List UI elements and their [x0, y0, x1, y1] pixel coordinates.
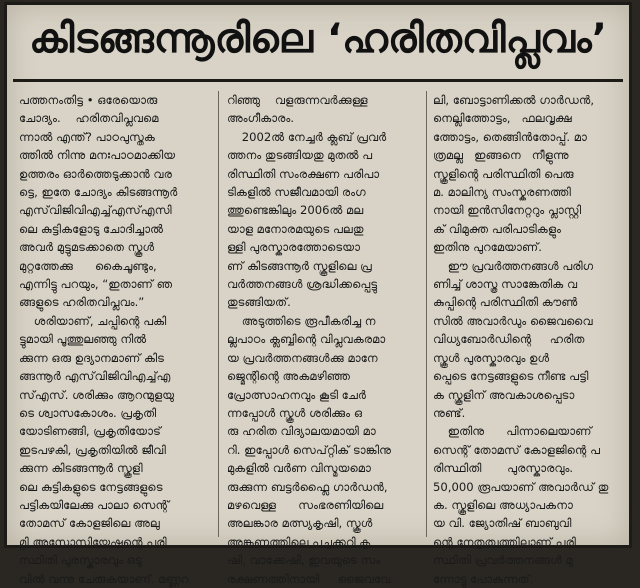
article-line: പട്ടികയിലേക്കു പാലാ സെന്റ്: [19, 497, 170, 512]
article-line: സ്കൂൾ പുരസ്കാരവും ഉൾ: [433, 350, 550, 365]
article-line: ക് വിമുക്ത പരിപാടികളും: [433, 221, 561, 236]
article-line: വിൽ വന്നു ചേരുകയാണ്. മണ്ണറ: [19, 571, 189, 586]
article-column-2: [227, 91, 421, 588]
article-line: അടുത്തിടെ രൂപീകരിച്ച ന: [227, 313, 376, 328]
article-line: യോടിണങ്ങി, പ്രകൃതിയോട്: [19, 424, 161, 439]
article-line: ന്നോട്ടു പോകുന്നത്.: [433, 571, 534, 586]
article-line: ടെ ശ്വാസകോശം. പ്രകൃതി: [19, 405, 157, 420]
article-line: ങ്ങളുടെ ഹരിതവിപ്ലവം.”: [19, 295, 145, 310]
article-line: ള്ളി പുരസ്കാരത്തോടെയാ: [227, 240, 360, 255]
article-line: ലെ കുട്ടികളുടെ നേട്ടങ്ങളുടെ: [19, 479, 163, 494]
headline-rule: [13, 79, 623, 82]
article-line: മുകളിൽ വർണ വിസ്മയമൊ: [227, 461, 371, 476]
article-line: പത്തനംതിട്ട • ഒരേയൊരു: [19, 93, 158, 107]
article-line: മുറ്റത്തേക്കു കൈചൂണ്ടും,: [19, 258, 157, 273]
article-line: പ്പെടെ നേട്ടങ്ങളുടെ നീണ്ട പട്ടി: [433, 369, 589, 384]
article-line: ഈ പ്രവർത്തനങ്ങൾ പരിഗ: [433, 258, 594, 273]
article-column-1: [19, 91, 211, 588]
article-line: ത്തുണ്ടെങ്കിലും 2006ൽ മല: [227, 203, 364, 218]
article-line: വിധ്യബോർഡിന്റെ ഹരിത: [433, 332, 585, 347]
article-line: ക. സ്കൂളിലെ അധ്യാപകനാ: [433, 497, 573, 512]
article-line: സ്എസ്. ശരിക്കും ആറന്മുളയു: [19, 387, 175, 402]
article-line: ത്തോട്ടം, തെങ്ങിൻതോപ്പ്. മാ: [433, 129, 587, 144]
article-line: ക്കുന്ന കിടങ്ങന്നൂർ സ്കൂളി: [19, 461, 143, 476]
article-line: രക്ഷണത്തിനായി ജൈവവേ: [227, 571, 391, 586]
article-line: സെന്റ് തോമസ് കോളജിന്റെ പ: [433, 442, 601, 457]
article-line: ത്തിൽ നിന്നു മനഃപാഠമാക്കിയ: [19, 148, 176, 163]
article-line: ഇതിനു പിന്നാലെയാണ്: [433, 424, 592, 439]
article-line: ലെ കുട്ടികളോടു ചോദിച്ചാൽ: [19, 221, 164, 236]
article-line: നായി ഇൻസിനേറ്ററും പ്ലാസ്റ്റി: [433, 203, 582, 218]
article-line: യ വി. ജ്യോതിഷ് ബാബുവി: [433, 516, 572, 531]
article-line: ഇതിനു പുറമേയാണ്.: [433, 240, 542, 255]
article-line: ഉത്തരം ഓർത്തെടുക്കാൻ വര: [19, 166, 172, 181]
column-divider: [218, 91, 219, 537]
article-line: ഇടപഴകി, പ്രകൃതിയിൽ ജീവി: [19, 442, 166, 457]
article-line: മഴവെള്ള സംഭരണിയിലെ: [227, 497, 384, 512]
article-line: ന്റെ നേതൃത്വത്തിലാണ് പരി: [433, 534, 576, 549]
article-line: റിഞ്ഞു വളരുന്നവർക്കുള്ള: [227, 93, 368, 107]
article-line: ടികളിൽ സജീവമായി രംഗ: [227, 185, 366, 200]
article-column-3: [433, 91, 625, 588]
column-divider: [426, 91, 427, 537]
headline: കിടങ്ങന്നൂരിലെ ‘ഹരിതവിപ്ലവം’: [29, 16, 607, 62]
article-line: നുണ്ട്.: [433, 405, 466, 420]
article-line: തോമസ് കോളജിലെ അലു: [19, 516, 160, 531]
article-line: ക്കുന്ന ഒരു ഉദ്യാനമാണ് കിട: [19, 350, 164, 365]
article-line: അങ്കണത്തിലെ പച്ചക്കറി കൃ: [227, 534, 371, 549]
article-line: 50,000 രൂപയാണ് അവാർഡ് തു: [433, 479, 609, 494]
article-line: യ പ്രവർത്തനങ്ങൾക്കു മാനേ: [227, 350, 378, 365]
article-line: ത്തനം തുടങ്ങിയതു മുതൽ പ: [227, 148, 373, 163]
newspaper-clipping: [4, 2, 632, 586]
article-line: ങ്ങന്നൂർ എസ്‌വിജിവിഎച്ച്എ: [19, 369, 171, 384]
article-line: മ്നി അസോസിയേഷന്റെ പരി: [19, 534, 167, 549]
article-line: എസ്‌വിജിവിഎച്ച്എസ്എസി: [19, 203, 172, 218]
article-line: ണ് കിടങ്ങന്നൂർ സ്കൂളിലെ പ്ര: [227, 258, 372, 273]
article-line: തുടങ്ങിയത്.: [227, 295, 291, 310]
article-line: ലി, ബോട്ടാണിക്കൽ ഗാർഡൻ,: [433, 93, 595, 107]
article-line: ട്ടുമായി പൂത്തുലഞ്ഞു നിൽ: [19, 332, 147, 347]
article-line: എന്നിട്ടു പറയും, “ഇതാണ് ഞ: [19, 277, 173, 292]
article-line: ല്ലപാഠം ക്ലബ്ബിന്റെ വിപ്ലവകരമാ: [227, 332, 386, 347]
article-line: സ്ഥിതി പുരസ്കാരവും ഒടു: [19, 553, 142, 568]
article-line: സ്കൂളിന്റെ പരിസ്ഥിതി പെരു: [433, 166, 574, 181]
article-line: ന്നപ്പോൾ സ്കൂൾ ശരിക്കും ഒ: [227, 405, 363, 420]
article-line: ന്നാൽ എന്ത്? പാഠപുസ്തക: [19, 129, 155, 144]
article-line: രു ഹരിത വിദ്യാലയമായി മാ: [227, 424, 376, 439]
article-line: അംഗീകാരം.: [227, 111, 294, 126]
article-line: മ. മാലിന്യ സംസ്കരണത്തി: [433, 185, 571, 200]
article-line: അവർ മുട്ടുമടക്കാതെ സ്കൂൾ: [19, 240, 155, 255]
article-line: ട്ടെ, ഇതേ ചോദ്യം കിടങ്ങന്നൂർ: [19, 185, 178, 200]
article-line: റി. ഇപ്പോൾ സെപ്റ്റിക് ടാങ്കിനു: [227, 442, 392, 457]
article-line: സ്ഥിതി പ്രവർത്തനങ്ങൾ മു: [433, 553, 573, 568]
article-line: യാള മനോരമയുടെ പലതു: [227, 221, 364, 236]
article-line: നെല്ലിത്തോട്ടം, ഫലവൃക്ഷ: [433, 111, 572, 126]
article-line: രിസ്ഥിതി പുരസ്കാരവും.: [433, 461, 574, 476]
article-line: ത്രമല്ല ഇങ്ങനെ നീളുന്നു: [433, 148, 569, 163]
article-line: വർത്തനങ്ങൾ ശ്രദ്ധിക്കപ്പെട്ടു: [227, 277, 378, 292]
article-line: ചോദ്യം. ഹരിതവിപ്ലവമെ: [19, 111, 159, 126]
article-line: ശരിയാണ്, ചപ്പിന്റെ പകി: [19, 313, 167, 328]
article-line: ജ്മെന്റിന്റെ അകമഴിഞ്ഞ: [227, 369, 351, 384]
article-line: കുപ്പിന്റെ പരിസ്ഥിതി കൗൺ: [433, 295, 578, 310]
article-line: ണിച്ച് ശാസ്ത്ര സാങ്കേതിക വ: [433, 277, 578, 292]
article-line: അലങ്കാര മത്സ്യകൃഷി, സ്കൂൾ: [227, 516, 373, 531]
article-line: ഷി, വാക്കേഷി, ഇവയുടെ സം: [227, 553, 381, 568]
article-line: പ്രോത്സാഹനവും കൂടി ചേർ: [227, 387, 367, 402]
article-line: 2002ൽ നേച്ചർ ക്ലബ് പ്രവർ: [227, 129, 387, 144]
article-line: സിൽ അവാർഡും ജൈവവൈ: [433, 313, 593, 328]
article-line: രുക്കുന്ന ബട്ടർഫ്ലൈ ഗാർഡൻ,: [227, 479, 388, 494]
article-line: ക സ്കൂളിന് അവകാശപ്പെടാ: [433, 387, 575, 402]
article-line: രിസ്ഥിതി സംരക്ഷണ പരിപാ: [227, 166, 380, 181]
